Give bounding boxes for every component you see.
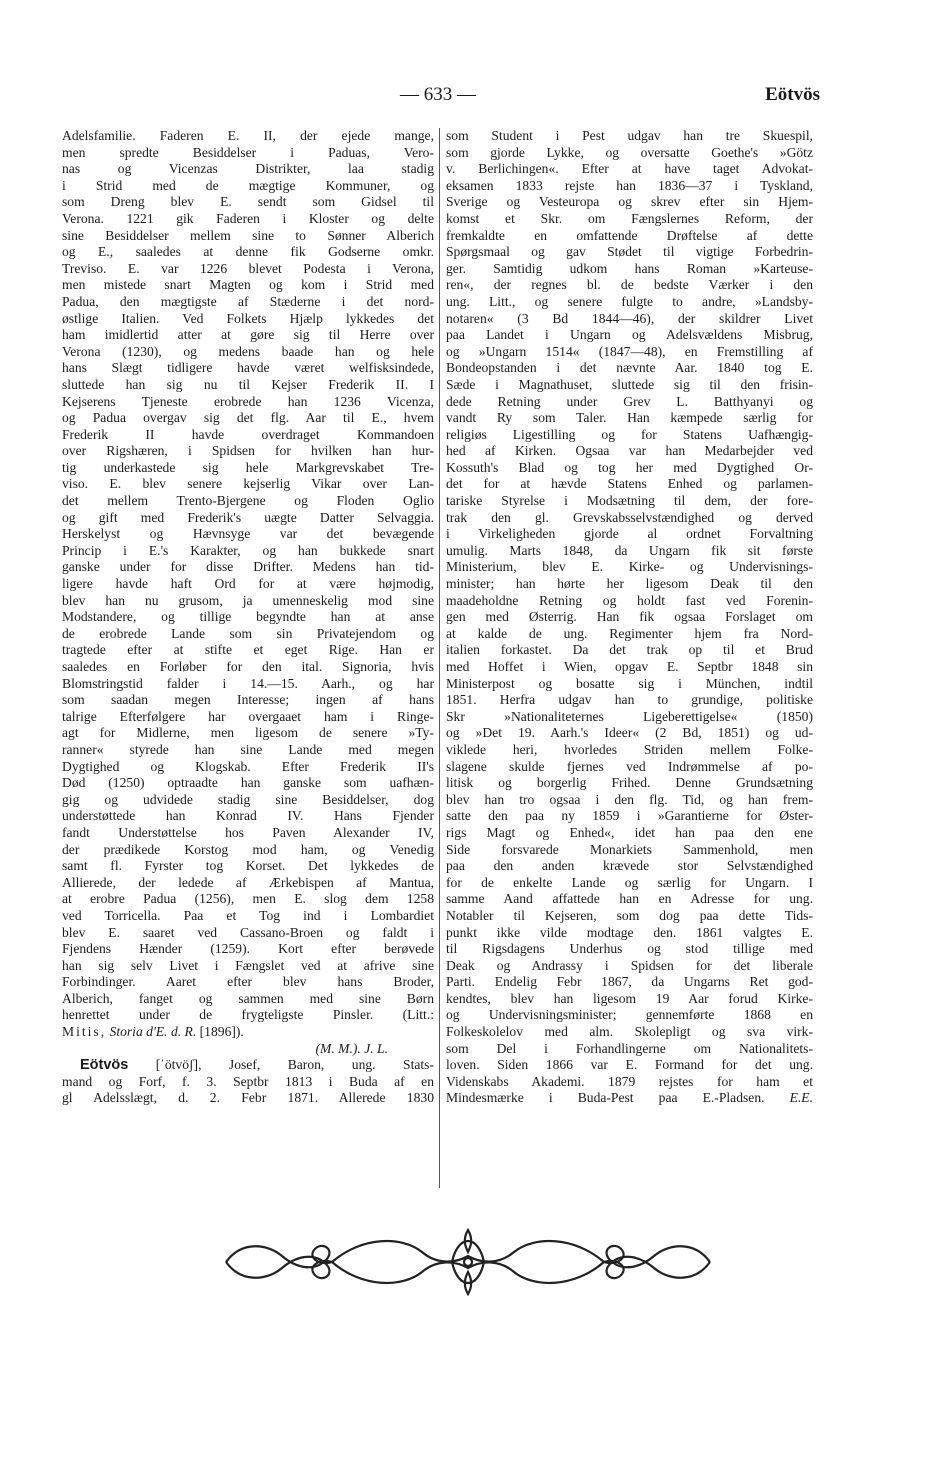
text-line: og Padua overgav sig det flg. Aar til E., hvem <box>62 410 434 426</box>
text-line: talrige Efterfølgere har overgaaet ham i Ringe- <box>62 708 434 724</box>
text-line: Modstandere, og tillige begyndte han at anse <box>62 609 434 625</box>
text-line: hans Slægt tidligere havde været welfisksindede, <box>62 360 434 376</box>
text-line: med Hoffet i Wien, opgav E. Septbr 1848 sin <box>446 659 813 674</box>
entry-first-line <box>62 1057 434 1074</box>
text-line: paa den anden krævede stor Selvstændighed <box>446 858 813 874</box>
text-line: Notabler til Kejseren, som dog paa dette Tids- <box>446 907 813 923</box>
text-line: østlige Italien. Ved Folkets Hjælp lykkedes det <box>62 310 434 326</box>
text-line: som Del i Forhandlingerne om Nationalitets- <box>446 1040 813 1056</box>
text-line: Forbindinger. Aaret efter blev hans Broder, <box>62 974 434 990</box>
text-line: som gjorde Lykke, og oversatte Goethe's »Götz <box>446 144 813 160</box>
page-number: — 633 — <box>400 84 476 105</box>
text-line: nas og Vicenzas Distrikter, laa stadig <box>62 161 434 177</box>
text-line: Kejserens Tjeneste erobrede han 1236 Vicenza, <box>62 393 434 409</box>
text-line: han sig selv Livet i Fængslet ved at afrive sine <box>62 957 434 973</box>
text-line: viklede heri, hvorledes Striden mellem Folke- <box>446 741 813 757</box>
text-line: Dygtighed og Klogskab. Efter Frederik II's <box>62 758 434 774</box>
text-line: tragtede efter at stifte et eget Rige. Han er <box>62 642 434 658</box>
text-line: Side forsvarede Monarkiets Sammenhold, men <box>446 841 813 857</box>
text-line: vandt Ry som Taler. Han kæmpede særlig for <box>446 410 813 426</box>
text-line: umulig. Marts 1848, da Ungarn fik sit første <box>446 542 813 558</box>
text-line: tariske Styrelse i Modsætning til dem, der fore- <box>446 493 813 509</box>
text-line: Fjendens Hænder (1259). Kort efter berøvede <box>62 941 434 957</box>
citation-author: Mitis, <box>62 1024 107 1040</box>
right-column <box>446 128 813 1107</box>
text-line: de erobrede Lande som sin Privatejendom og <box>62 625 434 641</box>
text-line: Padua, den mægtigste af Stæderne i det nord- <box>62 293 434 309</box>
text-line: for de enkelte Lande og særlig for Ungarn. I <box>446 874 813 890</box>
text-line: det mellem Trento-Bjergene og Floden Oglio <box>62 493 434 509</box>
text-line: Spørgsmaal og gav Stødet til vigtige Forbedrin- <box>446 244 813 260</box>
text-line: v. Berlichingen«. Efter at have taget Advokat- <box>446 161 813 177</box>
text-line: og »Det 19. Aarh.'s Ideer« (2 Bd, 1851) og ud- <box>446 725 813 741</box>
text-line: komst et Skr. om Fængslernes Reform, der <box>446 210 813 226</box>
text-line: over Rigshæren, i Spidsen for hvilken han hur- <box>62 443 434 459</box>
text-line: at kalde de ung. Regimenter hjem fra Nord- <box>446 625 813 641</box>
text-line: Folkeskolelov med alm. Skolepligt og sva virk- <box>446 1024 813 1040</box>
entry-headword: Eötvös <box>80 1057 129 1074</box>
entry-first-line-rest: [ˈötvöʃ], Josef, Baron, ung. Stats- <box>155 1057 434 1073</box>
text-line: slagene skulde fjernes ved Indrømmelse af po- <box>446 758 813 774</box>
text-line: Verona (1230), og medens baade han og hele <box>62 343 434 359</box>
text-line: litisk og borgerlig Frihed. Denne Grundsætning <box>446 775 813 791</box>
citation-line <box>62 1024 434 1041</box>
text-line: at erobre Padua (1256), men E. slog dem 1258 <box>62 891 434 907</box>
text-line: Ministerpost og bosatte sig i München, indtil <box>446 675 813 691</box>
text-line: paa Landet i Ungarn og Adelsvældens Misbrug, <box>446 327 813 343</box>
text-line: saaledes en Forløber for den ital. Signoria, hvis <box>62 659 434 674</box>
text-line: ger. Samtidig udkom hans Roman »Karteuse- <box>446 260 813 276</box>
text-line: ved Torricella. Paa et Tog ind i Lombardiet <box>62 907 434 923</box>
text-line: men spredte Besiddelser i Paduas, Vero- <box>62 144 434 160</box>
text-line: Sæde i Magnathuset, sluttede sig til den frisin- <box>446 376 813 392</box>
text-line: blev E. saaret ved Cassano-Broen og faldt i <box>62 924 434 940</box>
text-line: loven. Siden 1866 var E. Formand for det ung. <box>446 1057 813 1073</box>
text-line: fandt Understøttelse hos Paven Alexander IV, <box>62 824 434 840</box>
text-line: Sverige og Vesteuropa og skrev efter sin Hjem- <box>446 194 813 210</box>
text-line: fremkaldte en omfattende Drøftelse af dette <box>446 227 813 243</box>
text-line: som Dreng blev E. sendt som Gidsel til <box>62 194 434 210</box>
text-line: mand og Forf, f. 3. Septbr 1813 i Buda af en <box>62 1073 434 1089</box>
text-line: religiøs Ligestilling og for Statens Uafhængig- <box>446 426 813 442</box>
text-line: sine Besiddelser mellem sine to Sønner Alberich <box>62 227 434 243</box>
citation-title: Storia d'E. d. R. <box>109 1024 197 1040</box>
text-line: Adelsfamilie. Faderen E. II, der ejede mange, <box>62 128 434 143</box>
text-line: punkt ikke vilde modtage den. 1861 valgtes E. <box>446 924 813 940</box>
text-line: Princip i E.'s Karakter, og han bukkede snart <box>62 542 434 558</box>
text-line: og Undervisningsminister; gennemførte 1868 en <box>446 1007 813 1023</box>
text-line: Skr »Nationaliteternes Ligeberettigelse« (1850) <box>446 708 813 724</box>
text-line: henrettet under de frygteligste Pinsler. (Litt.: <box>62 1007 434 1023</box>
text-line: men mistede snart Magten og kom i Strid med <box>62 277 434 293</box>
text-line: maadeholdne Retning og holdt fast ved Forenin- <box>446 592 813 608</box>
running-head: Eötvös <box>765 84 820 105</box>
text-line: tig underkastede sig hele Markgrevskabet Tre- <box>62 459 434 475</box>
text-line: blev han nu grusom, ja umenneskelig mod sine <box>62 592 434 608</box>
text-line: rigs Magt og Enhed«, idet han paa den ene <box>446 824 813 840</box>
final-line-text: Mindesmærke i Buda-Pest paa E.-Pladsen. <box>446 1090 765 1106</box>
author-signature: (M. M.). J. L. <box>315 1040 388 1056</box>
text-line: dede Retning under Grev L. Batthyanyi og <box>446 393 813 409</box>
text-line: ligere havde haft Ord for at være højmodig, <box>62 576 434 592</box>
text-line: ranner« styrede han sine Lande med megen <box>62 741 434 757</box>
text-line: der prædikede Korstog mod ham, og Venedig <box>62 841 434 857</box>
text-line: agt for Midlerne, men ligesom de senere »Ty- <box>62 725 434 741</box>
text-line: sluttede han sig nu til Kejser Frederik II. I <box>62 376 434 392</box>
text-line: ganske under for disse Drifter. Medens han tid- <box>62 559 434 575</box>
text-line: det for at hævde Statens Enhed og parlamen- <box>446 476 813 492</box>
text-line: kendtes, blev han ligesom 19 Aar forud Kirke- <box>446 990 813 1006</box>
text-line: som Student i Pest udgav han tre Skuespil, <box>446 128 813 143</box>
text-line: notaren« (3 Bd 1844—46), der skildrer Livet <box>446 310 813 326</box>
text-line: ren«, der regnes bl. de bedste Værker i den <box>446 277 813 293</box>
text-line: Herskelyst og Hævnsyge var det bevægende <box>62 526 434 542</box>
text-line: understøttede han Konrad IV. Hans Fjender <box>62 808 434 824</box>
text-line: Ministerium, blev E. Kirke- og Undervisnings- <box>446 559 813 575</box>
text-line: eksamen 1833 rejste han 1836—37 i Tyskland, <box>446 177 813 193</box>
text-line: Kossuth's Blad og tog her med Dygtighed Or- <box>446 459 813 475</box>
text-line: til Rigsdagens Underhus og stod tillige med <box>446 941 813 957</box>
final-line <box>446 1090 813 1107</box>
text-line: Frederik II havde overdraget Kommandoen <box>62 426 434 442</box>
text-line: Verona. 1221 gik Faderen i Kloster og delte <box>62 210 434 226</box>
text-line: gl Adelsslægt, d. 2. Febr 1871. Allerede 1830 <box>62 1090 434 1106</box>
text-line: og »Ungarn 1514« (1847—48), en Fremstilling af <box>446 343 813 359</box>
column-divider <box>439 128 440 1188</box>
text-line: Død (1250) optraadte han ganske som uafhæn- <box>62 775 434 791</box>
text-line: trak den gl. Grevskabsselvstændighed og derved <box>446 509 813 525</box>
text-line: viso. E. blev senere kejserlig Vikar over Lan- <box>62 476 434 492</box>
text-line: og E., saaledes at denne fik Godserne omkr. <box>62 244 434 260</box>
page-header <box>60 84 820 114</box>
text-line: Videnskabs Akademi. 1879 rejstes for ham et <box>446 1073 813 1089</box>
text-line: i Strid med de mægtige Kommuner, og <box>62 177 434 193</box>
text-line: Bondeopstanden i det nævnte Aar. 1840 tog E. <box>446 360 813 376</box>
text-line: Alberich, fanget og sammen med sine Børn <box>62 990 434 1006</box>
ornament-tailpiece <box>222 1226 714 1298</box>
text-line: Deak og Andrassy i Spidsen for det liberale <box>446 957 813 973</box>
text-line: Allierede, der ledede af Ærkebispen af Mantua, <box>62 874 434 890</box>
text-line: i Virkeligheden gjorde al ordnet Forvaltning <box>446 526 813 542</box>
text-line: gen med Østerrig. Han fik ogsaa Forslaget om <box>446 609 813 625</box>
text-line: italien forkastet. Da det trak op til et Brud <box>446 642 813 658</box>
left-column <box>62 128 434 1107</box>
author-signature: E.E. <box>789 1090 813 1106</box>
text-line: hed af Kirken. Ogsaa var han Medarbejder ved <box>446 443 813 459</box>
text-line: som saadan megen Interesse; ingen af hans <box>62 692 434 708</box>
text-line: og gift med Frederik's uægte Datter Selvaggia. <box>62 509 434 525</box>
text-line: blev han tro ogsaa i den flg. Tid, og han frem- <box>446 791 813 807</box>
text-line: Treviso. E. var 1226 blevet Podesta i Verona, <box>62 260 434 276</box>
text-line: satte den paa ny 1859 i »Garantierne for Øster- <box>446 808 813 824</box>
citation-year: [1896]). <box>199 1024 244 1040</box>
text-line: minister; han hørte her ligesom Deak til den <box>446 576 813 592</box>
text-line: samme Aand affattede han en Adresse for ung. <box>446 891 813 907</box>
text-line: Parti. Endelig Febr 1867, da Ungarns Ret god- <box>446 974 813 990</box>
text-line: ham imidlertid atter at gøre sig til Herre over <box>62 327 434 343</box>
text-line: Blomstringstid falder i 14.—15. Aarh., og har <box>62 675 434 691</box>
text-line: ung. Litt., og senere fulgte to andre, »Landsby- <box>446 293 813 309</box>
text-line: samt fl. Fyrster tog Korset. Det lykkedes de <box>62 858 434 874</box>
text-line: gig og udvidede stadig sine Besiddelser, dog <box>62 791 434 807</box>
text-line: 1851. Herfra udgav han to grundige, politiske <box>446 692 813 708</box>
